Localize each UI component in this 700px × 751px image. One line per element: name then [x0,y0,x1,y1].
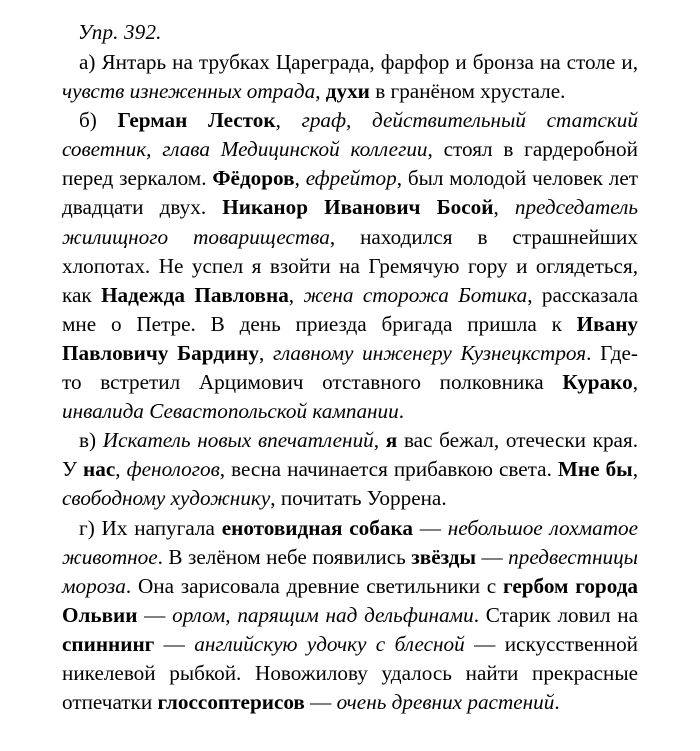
appositive-phrase: инвалида Севастопольской кампании [62,399,399,424]
appositive-phrase: председатель жилищного товарищества [62,195,639,249]
body-text: Их напугала [94,515,222,540]
exercise-item-d [62,514,638,718]
body-text: , [275,108,302,133]
appositive-phrase: главному инженеру Кузнецкстроя [272,340,587,365]
body-text: — искусственной никелевой рыбкой. Новожилову удалось найти прекрасные отпечатки [62,631,639,715]
body-text: , рассказала мне о Петре. В день приезда бригада пришла к [62,282,639,336]
body-text: , [373,428,386,453]
emphasized-term: глоссоптерисов [157,690,305,715]
emphasized-term: Фёдоров [212,166,295,191]
body-text: , находился в страшнейших хлопотах. Не успел я взойти на Гремячую гору и оглядеться, как [62,224,638,307]
body-text: , был молодой человек лет двадцати двух. [62,166,639,220]
body-text: — [154,631,195,656]
body-text: , [632,457,638,482]
body-text: в гранёном хрустале. [369,79,566,104]
appositive-phrase: граф, действительный статский советник, глава Медицинской коллегии [62,108,638,162]
emphasized-term: Надежда Павловна [101,282,289,307]
item-marker: в) [79,428,97,453]
body-text: , [258,340,273,365]
body-text: , [315,79,326,104]
appositive-phrase: предвестницы мороза [62,544,639,598]
emphasized-term: я [385,428,398,453]
appositive-phrase: фенологов [126,457,220,482]
body-text: , [288,282,304,307]
appositive-phrase: чувств изнеженных отрада [62,79,316,104]
body-text: . Старик ловил на [473,602,639,627]
item-marker: а) [79,50,96,74]
body-text: . В зелёном небе появились [157,544,412,569]
item-marker: г) [79,515,95,540]
body-text: . Где-то встретил Арцимович отставного полковника [62,340,638,395]
body-text: — [476,544,509,569]
appositive-phrase: небольшое лохматое животное [62,515,639,569]
appositive-phrase: свободному художнику [62,486,271,511]
body-text: . [398,399,405,424]
body-text: — [304,690,337,715]
emphasized-term: духи [325,79,370,104]
exercise-item-b [62,106,638,426]
body-text: вас бежал, отечески края. У [62,428,638,482]
exercise-title: Упр. 392. [78,20,162,44]
body-text: , стоял в гардеробной перед зеркалом. [62,137,638,191]
body-text: Янтарь на трубках Цареграда, фарфор и бронза на столе и, [95,50,638,74]
appositive-phrase: английскую удочку с блесной [194,631,465,656]
emphasized-term: Ивану Павловичу Бардину [62,311,638,365]
exercise-item-a [62,48,638,106]
appositive-phrase: жена сторожа Ботика [303,282,528,307]
emphasized-term: Герман Лесток [117,108,276,133]
emphasized-term: звёзды [411,544,477,569]
emphasized-term: спиннинг [62,631,155,656]
body-text: — [412,515,448,540]
body-text: — [137,602,173,627]
emphasized-term: Мне бы [557,457,633,482]
body-text: , [115,457,127,482]
emphasized-term: Никанор Иванович Босой [222,195,494,220]
body-text: , [493,195,515,220]
emphasized-term: енотовидная собака [221,515,413,540]
body-text: . Она зарисовала древние светильники с [125,573,503,598]
appositive-phrase: ефрейтор [305,166,397,191]
body-text: , [294,166,306,191]
body-text [97,108,118,132]
exercise-item-c [62,426,638,513]
emphasized-term: гербом города Ольвии [62,573,639,627]
appositive-phrase: Искатель новых впечатлений [102,428,374,453]
body-text: , почитать Уоррена. [270,486,447,511]
appositive-phrase: очень древних растений [336,690,555,715]
emphasized-term: Курако [562,370,633,395]
body-text: , [632,370,638,395]
emphasized-term: нас [83,457,116,482]
body-text: . [554,690,560,715]
item-marker: б) [79,108,97,133]
body-text: , весна начинается прибавкою света. [219,457,558,482]
appositive-phrase: орлом, парящим над дельфинами [172,602,474,627]
body-text [96,428,103,452]
